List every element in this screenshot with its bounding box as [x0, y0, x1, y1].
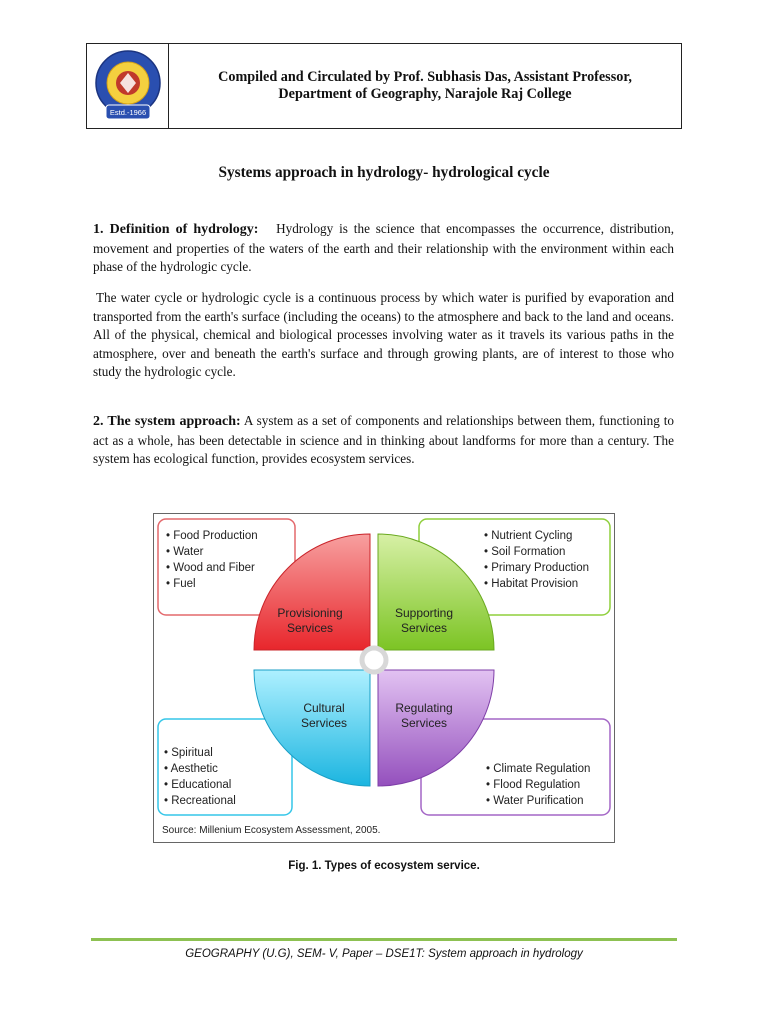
list-item: • Recreational — [164, 795, 236, 807]
list-item: • Nutrient Cycling — [484, 530, 573, 542]
list-item: • Educational — [164, 779, 232, 791]
list-item: • Spiritual — [164, 747, 213, 759]
footer-divider — [91, 938, 677, 941]
list-item: • Soil Formation — [484, 546, 566, 558]
list-item: • Fuel — [166, 578, 196, 590]
college-seal-icon — [94, 49, 162, 123]
list-item: • Water Purification — [486, 795, 584, 807]
ecosystem-services-diagram — [154, 514, 614, 842]
list-item: • Aesthetic — [164, 763, 218, 775]
figure-source: Source: Millenium Ecosystem Assessment, 2005. — [162, 825, 381, 836]
system-heading: 2. The system approach: — [93, 414, 241, 429]
header-line-2: Department of Geography, Narajole Raj College — [278, 86, 572, 102]
list-item: • Wood and Fiber — [166, 562, 255, 574]
list-item: • Food Production — [166, 530, 258, 542]
header-text — [169, 44, 681, 128]
provisioning-label-1: Provisioning — [277, 606, 343, 620]
definition-heading: 1. Definition of hydrology: — [93, 222, 259, 237]
page-footer: GEOGRAPHY (U.G), SEM- V, Paper – DSE1T: System approach in hydrology — [185, 948, 583, 960]
regulating-label-1: Regulating — [395, 701, 453, 715]
definition-paragraph — [93, 220, 674, 277]
provisioning-label-2: Services — [286, 621, 334, 635]
supporting-label-2: Services — [400, 621, 448, 635]
list-item: • Water — [166, 546, 204, 558]
college-logo-cell — [87, 44, 169, 128]
logo-estd-text: Estd.-1966 — [109, 108, 146, 117]
ecosystem-services-figure — [153, 513, 615, 843]
supporting-label-1: Supporting — [394, 606, 454, 620]
definition-text: Hydrology is the science that encompasses the occurrence, distribution, movement and properties of the waters of the earth and their relationship with the environment within each phase of the hydrologic cycle. — [93, 221, 675, 275]
system-paragraph — [93, 412, 674, 469]
cultural-label-1: Cultural — [303, 701, 345, 715]
header-box — [86, 43, 682, 129]
water-cycle-paragraph: The water cycle or hydrologic cycle is a continuous process by which water is purified by evaporation and transported from the earth's surface (including the oceans) to the atmosphere and back to the land and oceans. All of the physical, chemical and biological processes involving water as it travels its various paths in the atmosphere, over and beneath the earth's surface and through growing plants, are of interest to those who study the hydrologic cycle. — [93, 290, 674, 380]
system-text: A system as a set of components and relationships between them, functioning to act as a whole, has been detectable in science and in thinking about landforms for more than a century. The system has ecological function, provides ecosystem services. — [93, 413, 674, 467]
figure-caption: Fig. 1. Types of ecosystem service. — [288, 860, 480, 872]
list-item: • Habitat Provision — [484, 578, 579, 590]
cultural-label-2: Services — [300, 716, 348, 730]
list-item: • Primary Production — [484, 562, 590, 574]
header-line-1: Compiled and Circulated by Prof. Subhasis Das, Assistant Professor, — [218, 69, 632, 85]
page-title: Systems approach in hydrology- hydrological cycle — [218, 164, 550, 181]
regulating-label-2: Services — [400, 716, 448, 730]
list-item: • Climate Regulation — [486, 763, 591, 775]
list-item: • Flood Regulation — [486, 779, 581, 791]
cycle-arrows-icon — [362, 648, 386, 672]
